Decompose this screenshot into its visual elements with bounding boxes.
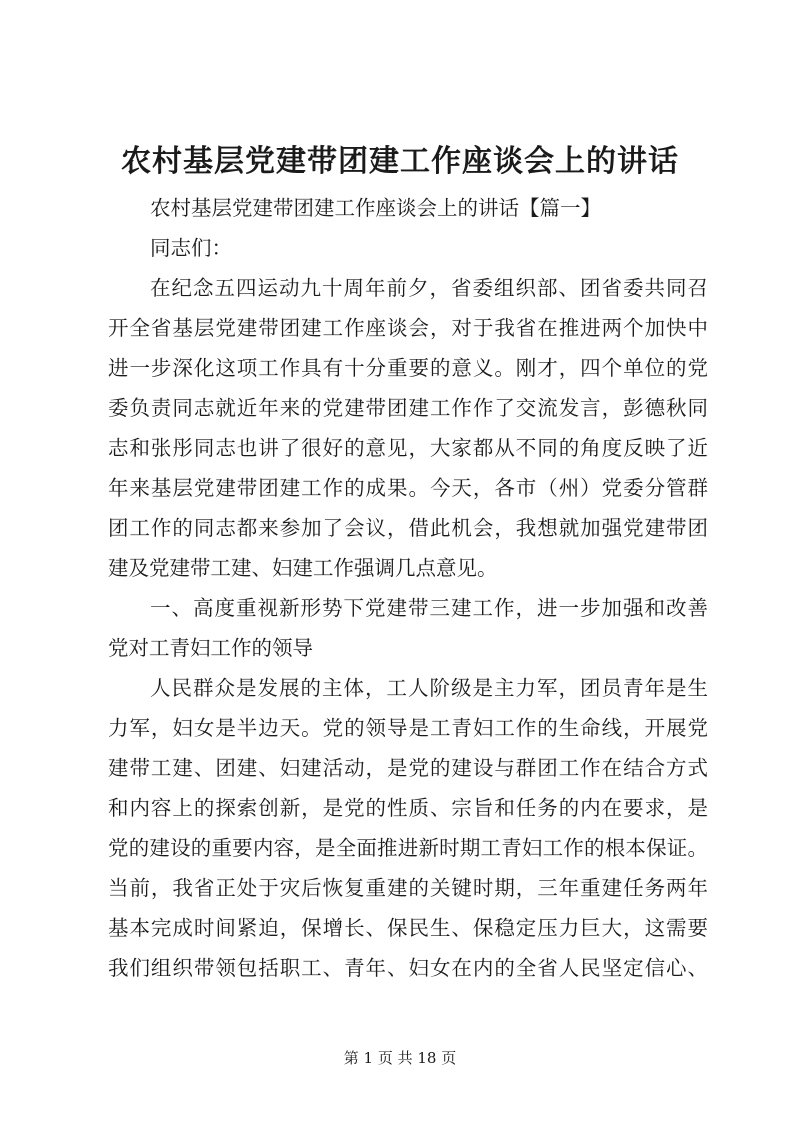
text-line: 委负责同志就近年来的党建带团建工作作了交流发言，彭德秋同 xyxy=(108,396,708,420)
text-line: 志和张彤同志也讲了很好的意见，大家都从不同的角度反映了近 xyxy=(108,436,708,460)
text-line: 人民群众是发展的主体，工人阶级是主力军，团员青年是生 xyxy=(150,676,708,700)
text-line: 团工作的同志都来参加了会议，借此机会，我想就加强党建带团 xyxy=(108,516,708,540)
document-title: 农村基层党建带团建工作座谈会上的讲话 xyxy=(121,144,679,179)
text-line: 和内容上的探索创新，是党的性质、宗旨和任务的内在要求，是 xyxy=(108,796,708,820)
text-line: 力军，妇女是半边天。党的领导是工青妇工作的生命线，开展党 xyxy=(108,716,708,740)
text-line: 进一步深化这项工作具有十分重要的意义。刚才，四个单位的党 xyxy=(108,356,708,380)
text-line: 在纪念五四运动九十周年前夕，省委组织部、团省委共同召 xyxy=(150,276,708,300)
text-line: 建及党建带工建、妇建工作强调几点意见。 xyxy=(108,556,498,580)
text-line: 基本完成时间紧迫，保增长、保民生、保稳定压力巨大，这需要 xyxy=(108,916,708,940)
text-line: 开全省基层党建带团建工作座谈会，对于我省在推进两个加快中 xyxy=(108,316,708,340)
text-line: 党的建设的重要内容，是全面推进新时期工青妇工作的根本保证。 xyxy=(108,836,708,860)
text-line: 我们组织带领包括职工、青年、妇女在内的全省人民坚定信心、 xyxy=(108,956,708,980)
page-footer: 第 1 页 共 18 页 xyxy=(343,1049,457,1067)
text-line: 建带工建、团建、妇建活动，是党的建设与群团工作在结合方式 xyxy=(108,756,708,780)
section-heading: 农村基层党建带团建工作座谈会上的讲话【篇一】 xyxy=(150,196,601,220)
text-line: 年来基层党建带团建工作的成果。今天，各市（州）党委分管群 xyxy=(108,476,708,500)
text-line: 一、高度重视新形势下党建带三建工作，进一步加强和改善 xyxy=(150,596,708,620)
text-line: 当前，我省正处于灾后恢复重建的关键时期，三年重建任务两年 xyxy=(108,876,708,900)
text-line: 党对工青妇工作的领导 xyxy=(108,636,313,660)
salutation: 同志们： xyxy=(150,236,232,260)
